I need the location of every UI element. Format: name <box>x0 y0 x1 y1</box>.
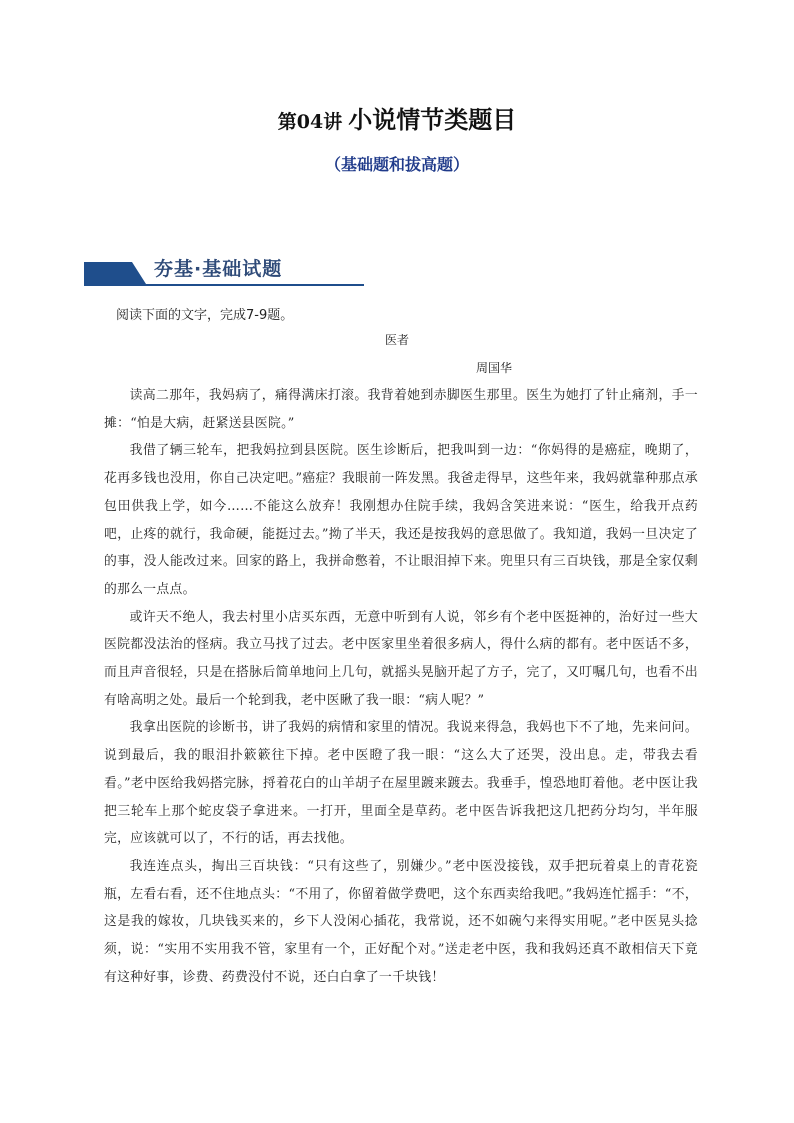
section-title: 夯基·基础试题 <box>154 258 283 280</box>
story-paragraph: 我借了辆三轮车，把我妈拉到县医院。医生诊断后，把我叫到一边：“你妈得的是癌症，晚期了，花再多钱也没用，你自己决定吧。”癌症？我眼前一阵发黑。我爸走得早，这些年来，我妈就靠种那点承包田供我上学，如今……不能这么放弃！我刚想办住院手续，我妈含笑进来说：“医生，给我开点药吧，止疼的就行，我命硬，能挺过去。”拗了半天，我还是按我妈的意思做了。我知道，我妈一旦决定了的事，没人能改过来。回家的路上，我拼命憋着，不让眼泪掉下来。兜里只有三百块钱，那是全家仅剩的那么一点点。 <box>104 443 698 597</box>
story-paragraph: 我拿出医院的诊断书，讲了我妈的病情和家里的情况。我说来得急，我妈也下不了地，先来问问。说到最后，我的眼泪扑簌簌往下掉。老中医瞪了我一眼：“这么大了还哭，没出息。走，带我去看看。”老中医给我妈搭完脉，捋着花白的山羊胡子在屋里踱来踱去。我垂手，惶恐地盯着他。老中医让我把三轮车上那个蛇皮袋子拿进来。一打开，里面全是草药。老中医告诉我把这几把药分均匀，半年服完，应该就可以了，不行的话，再去找他。 <box>104 720 698 847</box>
section-banner <box>84 254 364 288</box>
lecture-number: 第04讲 <box>277 111 343 133</box>
page-subtitle: （基础题和拔高题） <box>324 155 469 174</box>
story-paragraph: 读高二那年，我妈病了，痛得满床打滚。我背着她到赤脚医生那里。医生为她打了针止痛剂，手一摊：“怕是大病，赶紧送县医院。” <box>104 388 698 431</box>
story-author: 周国华 <box>476 361 513 375</box>
story-paragraph: 或许天不绝人，我去村里小店买东西，无意中听到有人说，邻乡有个老中医挺神的，治好过一些大医院都没法治的怪病。我立马找了过去。老中医家里坐着很多病人，得什么病的都有。老中医话不多，而且声音很轻，只是在搭脉后简单地问上几句，就摇头晃脑开起了方子，完了，又叮嘱几句，也看不出有啥高明之处。最后一个轮到我，老中医瞅了我一眼：“病人呢？” <box>104 609 698 708</box>
reading-instruction: 阅读下面的文字，完成7-9题。 <box>116 308 294 323</box>
story-body <box>104 382 698 991</box>
page-title <box>0 100 794 135</box>
story-paragraph: 我连连点头，掏出三百块钱：“只有这些了，别嫌少。”老中医没接钱，双手把玩着桌上的青花瓷瓶，左看右看，还不住地点头：“不用了，你留着做学费吧，这个东西卖给我吧。”我妈连忙摇手：“不，这是我的嫁妆，几块钱买来的，乡下人没闲心插花，我常说，还不如碗勺来得实用呢。”老中医晃头捻须，说：“实用不实用我不管，家里有一个，正好配个对。”送走老中医，我和我妈还真不敢相信天下竟有这种好事，诊费、药费没付不说，还白白拿了一千块钱！ <box>104 858 698 985</box>
story-title: 医者 <box>384 333 409 347</box>
lecture-title: 小说情节类题目 <box>348 106 517 134</box>
